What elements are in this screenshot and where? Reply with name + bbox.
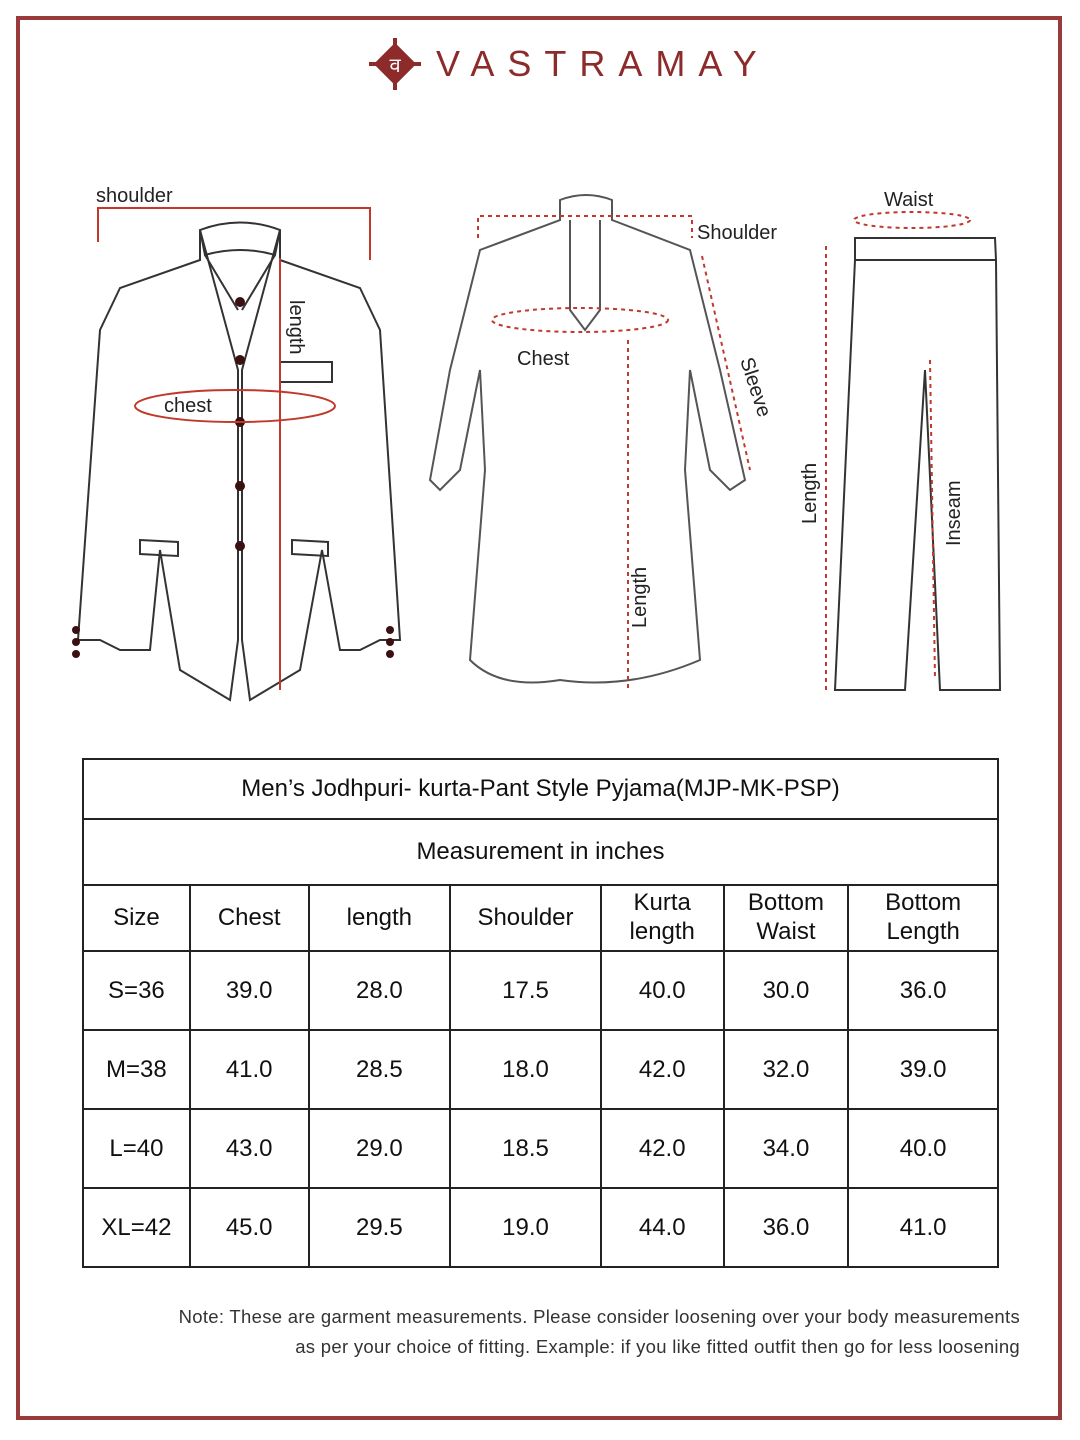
measurement-note — [60, 1302, 1020, 1362]
cell-bottom-waist: 34.0 — [724, 1109, 849, 1188]
cell-kurta-length: 42.0 — [601, 1109, 724, 1188]
header-bottom-waist: Bottom Waist — [724, 885, 849, 951]
cell-shoulder: 18.5 — [450, 1109, 601, 1188]
table-row — [83, 1188, 998, 1267]
kurta-length-label: Length — [629, 566, 651, 628]
note-line-2: as per your choice of fitting. Example: if you like fitted outfit then go for less loosening — [295, 1336, 1020, 1357]
jacket-measure-lines — [98, 208, 370, 690]
jacket-chest-label: chest — [164, 395, 212, 417]
cell-bottom-waist: 36.0 — [724, 1188, 849, 1267]
cell-bottom-length: 40.0 — [848, 1109, 998, 1188]
cell-bottom-waist: 32.0 — [724, 1030, 849, 1109]
header-bottom-length: Bottom Length — [848, 885, 998, 951]
cell-size: XL=42 — [83, 1188, 190, 1267]
pyjama-measure-lines — [826, 212, 970, 690]
cell-chest: 45.0 — [190, 1188, 309, 1267]
header-kurta-length: Kurta length — [601, 885, 724, 951]
cell-size: M=38 — [83, 1030, 190, 1109]
table-row — [83, 1109, 998, 1188]
cell-kurta-length: 44.0 — [601, 1188, 724, 1267]
pyjama-waist-label: Waist — [884, 189, 934, 211]
cell-size: S=36 — [83, 951, 190, 1030]
kurta-sleeve-label: Sleeve — [735, 354, 776, 420]
cell-shoulder: 19.0 — [450, 1188, 601, 1267]
table-header-row — [83, 885, 998, 951]
svg-text:व: व — [389, 53, 401, 77]
table-unit: Measurement in inches — [83, 819, 998, 885]
brand-name: VASTRAMAY — [436, 43, 770, 84]
garment-diagrams — [60, 170, 1020, 710]
table-row — [83, 1030, 998, 1109]
cell-kurta-length: 40.0 — [601, 951, 724, 1030]
kurta-chest-label: Chest — [517, 348, 570, 370]
pyjama-length-label: Length — [799, 462, 821, 524]
cell-kurta-length: 42.0 — [601, 1030, 724, 1109]
jacket-length-label: length — [285, 300, 307, 355]
note-line-1: Note: These are garment measurements. Please consider loosening over your body measurements — [178, 1306, 1020, 1327]
cell-bottom-waist: 30.0 — [724, 951, 849, 1030]
cell-bottom-length: 39.0 — [848, 1030, 998, 1109]
cell-shoulder: 17.5 — [450, 951, 601, 1030]
cell-shoulder: 18.0 — [450, 1030, 601, 1109]
header-length: length — [309, 885, 451, 951]
kurta-shoulder-label: Shoulder — [697, 222, 778, 244]
pyjama-diagram — [835, 238, 1000, 690]
cell-length: 29.5 — [309, 1188, 451, 1267]
cell-length: 29.0 — [309, 1109, 451, 1188]
header-chest: Chest — [190, 885, 309, 951]
cell-chest: 41.0 — [190, 1030, 309, 1109]
brand-mark-icon — [366, 36, 424, 92]
kurta-measure-lines — [478, 216, 750, 690]
jacket-diagram — [78, 223, 400, 701]
cell-chest: 43.0 — [190, 1109, 309, 1188]
table-title: Men’s Jodhpuri- kurta-Pant Style Pyjama(MJP-MK-PSP) — [83, 759, 998, 819]
cell-length: 28.5 — [309, 1030, 451, 1109]
cell-length: 28.0 — [309, 951, 451, 1030]
jacket-shoulder-label: shoulder — [96, 185, 173, 207]
table-row — [83, 951, 998, 1030]
cell-chest: 39.0 — [190, 951, 309, 1030]
header-shoulder: Shoulder — [450, 885, 601, 951]
size-chart-table — [82, 758, 999, 1268]
cell-bottom-length: 41.0 — [848, 1188, 998, 1267]
cell-size: L=40 — [83, 1109, 190, 1188]
kurta-diagram — [430, 195, 745, 683]
pyjama-inseam-label: Inseam — [943, 480, 965, 546]
header-size: Size — [83, 885, 190, 951]
cell-bottom-length: 36.0 — [848, 951, 998, 1030]
brand-logo — [366, 36, 770, 92]
